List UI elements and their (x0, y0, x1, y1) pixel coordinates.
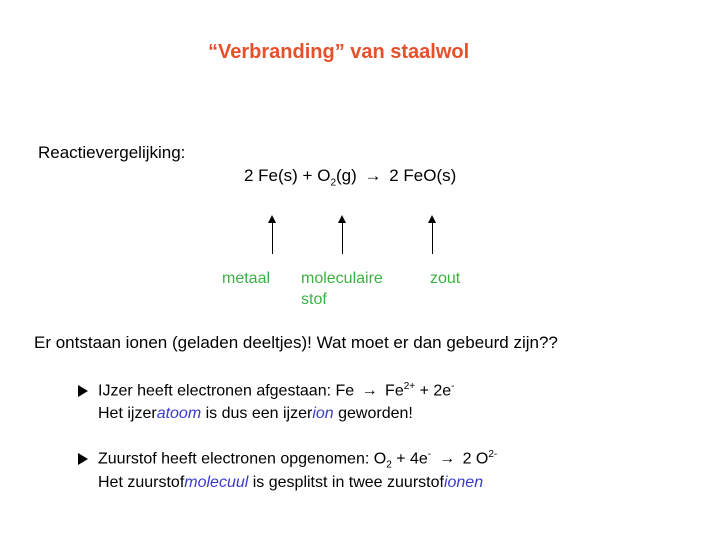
reaction-arrow-icon: → (361, 382, 378, 400)
b1-l2b: is dus een ijzer (201, 405, 313, 422)
b1-sup2: - (451, 381, 455, 392)
b2-l2-em1: molecuul (184, 474, 249, 491)
question-text: Er ontstaan ionen (geladen deeltjes)! Wat moet er dan gebeurd zijn?? (34, 333, 558, 352)
label-moleculaire-stof (301, 268, 383, 310)
b2-l2b: is gesplitst in twee zuurstof (248, 474, 444, 491)
equation-part2: (g) (336, 166, 362, 185)
b2-l2a: Het zuurstof (98, 474, 185, 491)
label-zout: zout (430, 270, 461, 287)
b2-sup1: - (427, 449, 432, 460)
reaction-label: Reactievergelijking: (38, 143, 186, 162)
b2-sub1: 2 (386, 459, 392, 471)
b1-c: + 2e (415, 382, 452, 400)
b1-b: Fe (380, 382, 404, 400)
b1-l2-em2: ion (312, 405, 334, 422)
reaction-arrow-icon: → (439, 450, 456, 468)
b1-l2c: geworden! (333, 405, 413, 422)
label-moleculaire: moleculaire (301, 270, 383, 287)
b2-c: 2 O (458, 450, 489, 468)
b1-a: IJzer heeft electronen afgestaan: Fe (98, 382, 359, 400)
bullet-2-line-2 (98, 474, 483, 492)
b1-l2-em1: atoom (156, 405, 202, 422)
b2-a: Zuurstof heeft electronen opgenomen: O (98, 450, 387, 468)
label-stof: stof (301, 291, 327, 308)
reaction-equation (244, 166, 456, 188)
b2-l2-em2: ionen (443, 474, 484, 491)
b1-l2a: Het ijzer (98, 405, 157, 422)
label-metaal: metaal (222, 270, 271, 287)
equation-sub: 2 (330, 177, 336, 189)
reaction-arrow-icon: → (364, 166, 382, 185)
b2-b: + 4e (391, 450, 428, 468)
equation-part1: 2 Fe(s) + O (244, 166, 331, 185)
b1-sup1: 2+ (403, 381, 416, 392)
b2-sup2: 2- (488, 449, 498, 460)
bullet-2-line-1 (98, 449, 497, 471)
bullet-1-line-1 (98, 381, 455, 400)
slide-title: “Verbranding” van staalwol (208, 41, 470, 63)
bullet-1-line-2 (98, 405, 413, 423)
bullet-arrow-icon (78, 385, 88, 397)
equation-part3: 2 FeO(s) (384, 166, 457, 185)
bullet-arrow-icon (78, 453, 88, 465)
